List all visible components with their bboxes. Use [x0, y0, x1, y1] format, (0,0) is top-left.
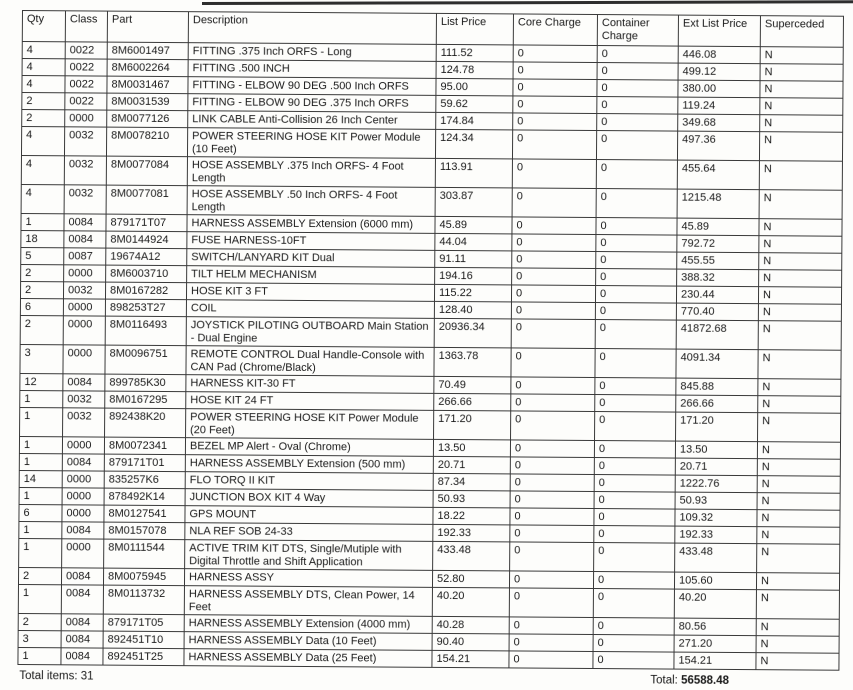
cell-ext_list_price: 4091.34	[676, 349, 758, 379]
cell-container_charge: 0	[593, 618, 674, 636]
cell-part: 8M6001497	[107, 42, 188, 60]
cell-list_price: 18.22	[433, 507, 510, 525]
cell-qty: 2	[20, 315, 63, 344]
cell-qty: 12	[20, 373, 63, 390]
cell-description: HARNESS ASSEMBLY Data (10 Feet)	[184, 632, 432, 651]
cell-part: 8M6003710	[106, 265, 187, 283]
cell-superceded: N	[758, 379, 841, 397]
cell-qty: 1	[19, 487, 62, 504]
total-items-value: 31	[80, 670, 94, 683]
cell-container_charge: 0	[595, 349, 676, 379]
cell-ext_list_price: 497.36	[677, 131, 759, 161]
cell-core_charge: 0	[509, 651, 593, 669]
cell-superceded: N	[757, 459, 840, 477]
cell-container_charge: 0	[594, 475, 675, 493]
cell-core_charge: 0	[513, 96, 597, 114]
cell-container_charge: 0	[593, 572, 674, 590]
cell-class: 0022	[65, 59, 107, 76]
cell-part: 8M0113732	[103, 585, 184, 615]
cell-description: NLA REF SOB 24-33	[185, 523, 433, 542]
cell-description: FLO TORQ II KIT	[185, 472, 433, 491]
cell-superceded: N	[759, 236, 842, 254]
cell-part: 879171T05	[103, 614, 184, 632]
cell-description: ACTIVE TRIM KIT DTS, Single/Mutiple with Digital Throttle and Shift Application	[185, 540, 433, 571]
cell-part: 879171T07	[106, 214, 187, 232]
cell-list_price: 171.20	[434, 410, 511, 440]
cell-list_price: 40.28	[432, 616, 509, 634]
cell-description: JUNCTION BOX KIT 4 Way	[185, 489, 433, 508]
cell-superceded: N	[756, 590, 839, 620]
cell-list_price: 20.71	[433, 456, 510, 474]
cell-container_charge: 0	[594, 509, 675, 527]
cell-part: 892438K20	[105, 408, 186, 438]
cell-part: 8M0072341	[104, 437, 185, 455]
cell-part: 8M0031467	[107, 76, 188, 94]
cell-core_charge: 0	[512, 268, 596, 286]
cell-description: HARNESS ASSY	[184, 569, 432, 588]
cell-qty: 2	[20, 281, 63, 298]
cell-qty: 1	[20, 407, 63, 436]
cell-qty: 2	[18, 567, 61, 584]
cell-part: 8M0096751	[105, 345, 186, 375]
cell-part: 8M0127541	[104, 505, 185, 523]
cell-ext_list_price: 792.72	[677, 235, 759, 253]
cell-qty: 4	[21, 155, 64, 184]
cell-core_charge: 0	[511, 377, 595, 395]
cell-list_price: 124.34	[435, 129, 512, 159]
cell-container_charge: 0	[595, 286, 676, 304]
cell-list_price: 433.48	[433, 541, 510, 571]
cell-description: HOSE ASSEMBLY .50 Inch ORFS- 4 Foot Length	[187, 186, 435, 217]
cell-qty: 1	[18, 584, 61, 613]
cell-class: 0022	[65, 93, 107, 110]
column-header-superceded: Superceded	[760, 16, 843, 48]
cell-class: 0000	[63, 316, 105, 345]
cell-part: 19674A12	[106, 248, 187, 266]
cell-container_charge: 0	[597, 46, 678, 64]
cell-ext_list_price: 388.32	[677, 269, 759, 287]
cell-description: SWITCH/LANYARD KIT Dual	[187, 249, 435, 268]
cell-core_charge: 0	[513, 62, 597, 80]
cell-superceded: N	[758, 396, 841, 414]
cell-ext_list_price: 192.33	[675, 526, 757, 544]
cell-class: 0000	[63, 345, 105, 374]
cell-container_charge: 0	[595, 412, 676, 442]
cell-qty: 5	[21, 247, 64, 264]
cell-superceded: N	[760, 64, 843, 82]
cell-qty: 4	[22, 76, 65, 93]
cell-container_charge: 0	[594, 526, 675, 544]
cell-list_price: 45.89	[435, 216, 512, 234]
column-header-container_charge: Container Charge	[597, 15, 678, 47]
cell-qty: 14	[19, 470, 62, 487]
cell-ext_list_price: 13.50	[675, 441, 757, 459]
cell-class: 0032	[64, 156, 106, 185]
cell-core_charge: 0	[513, 113, 597, 131]
cell-description: HARNESS ASSEMBLY Extension (6000 mm)	[187, 215, 435, 234]
cell-list_price: 128.40	[434, 301, 511, 319]
cell-container_charge: 0	[595, 395, 676, 413]
cell-core_charge: 0	[513, 45, 597, 63]
cell-list_price: 40.20	[432, 587, 509, 617]
cell-core_charge: 0	[511, 411, 595, 441]
cell-list_price: 90.40	[432, 633, 509, 651]
cell-list_price: 192.33	[433, 524, 510, 542]
totals-row	[17, 670, 838, 690]
cell-container_charge: 0	[594, 458, 675, 476]
cell-container_charge: 0	[597, 114, 678, 132]
cell-core_charge: 0	[512, 234, 596, 252]
cell-ext_list_price: 446.08	[678, 46, 760, 64]
cell-class: 0022	[65, 76, 107, 93]
cell-class: 0084	[62, 454, 104, 471]
cell-description: HARNESS ASSEMBLY Extension (4000 mm)	[184, 615, 432, 634]
cell-container_charge: 0	[594, 492, 675, 510]
cell-ext_list_price: 266.66	[676, 395, 758, 413]
cell-class: 0084	[64, 231, 106, 248]
cell-description: COIL	[186, 300, 434, 319]
cell-qty: 18	[21, 230, 64, 247]
cell-part: 8M0157078	[104, 522, 185, 540]
cell-part: 8M0078210	[106, 127, 187, 157]
cell-class: 0084	[61, 648, 103, 665]
cell-part: 898253T27	[105, 299, 186, 317]
cell-core_charge: 0	[511, 302, 595, 320]
column-header-list_price: List Price	[436, 13, 513, 45]
cell-part: 8M6002264	[107, 59, 188, 77]
cell-ext_list_price: 380.00	[678, 80, 760, 98]
cell-container_charge: 0	[593, 589, 674, 619]
cell-core_charge: 0	[512, 217, 596, 235]
cell-class: 0084	[61, 585, 103, 614]
cell-superceded: N	[758, 321, 841, 351]
cell-part: 835257K6	[104, 471, 185, 489]
cell-description: HOSE KIT 3 FT	[186, 283, 434, 302]
cell-container_charge: 0	[595, 378, 676, 396]
cell-core_charge: 0	[511, 348, 595, 378]
cell-ext_list_price: 1222.76	[675, 475, 757, 493]
cell-qty: 3	[18, 630, 61, 647]
cell-part: 8M0167295	[105, 391, 186, 409]
cell-list_price: 124.78	[436, 61, 513, 79]
cell-ext_list_price: 109.32	[675, 509, 757, 527]
cell-list_price: 111.52	[436, 44, 513, 62]
cell-description: HARNESS KIT-30 FT	[186, 375, 434, 394]
cell-list_price: 13.50	[433, 439, 510, 457]
cell-list_price: 194.16	[435, 267, 512, 285]
cell-part: 8M0075945	[103, 568, 184, 586]
cell-superceded: N	[760, 81, 843, 99]
cell-superceded: N	[759, 270, 842, 288]
cell-part: 892451T10	[103, 631, 184, 649]
cell-ext_list_price: 845.88	[676, 378, 758, 396]
cell-part: 8M0111544	[104, 539, 185, 569]
cell-container_charge: 0	[596, 160, 677, 190]
cell-qty: 1	[20, 390, 63, 407]
cell-class: 0000	[63, 299, 105, 316]
cell-class: 0000	[62, 471, 104, 488]
cell-description: HOSE ASSEMBLY .375 Inch ORFS- 4 Foot Length	[187, 157, 435, 188]
cell-class: 0032	[64, 185, 106, 214]
cell-list_price: 70.49	[434, 376, 511, 394]
cell-list_price: 174.84	[436, 112, 513, 130]
cell-container_charge: 0	[597, 80, 678, 98]
cell-list_price: 87.34	[433, 473, 510, 491]
cell-ext_list_price: 1215.48	[677, 189, 759, 219]
cell-part: 892451T25	[103, 648, 184, 666]
cell-superceded: N	[760, 98, 843, 116]
cell-core_charge: 0	[510, 508, 594, 526]
cell-ext_list_price: 499.12	[678, 63, 760, 81]
cell-class: 0084	[61, 631, 103, 648]
cell-ext_list_price: 271.20	[674, 635, 756, 653]
cell-qty: 3	[20, 344, 63, 373]
cell-class: 0084	[63, 374, 105, 391]
cell-qty: 4	[21, 127, 64, 156]
cell-list_price: 266.66	[434, 393, 511, 411]
cell-description: FITTING .375 Inch ORFS - Long	[188, 43, 436, 62]
cell-container_charge: 0	[595, 303, 676, 321]
cell-description: FUSE HARNESS-10FT	[187, 232, 435, 251]
cell-description: FITTING - ELBOW 90 DEG .375 Inch ORFS	[188, 94, 436, 113]
cell-core_charge: 0	[512, 159, 596, 189]
cell-qty: 1	[21, 213, 64, 230]
cell-superceded: N	[759, 190, 842, 220]
cell-container_charge: 0	[593, 635, 674, 653]
cell-part: 878492K14	[104, 488, 185, 506]
column-header-class: Class	[65, 11, 107, 42]
cell-ext_list_price: 455.64	[677, 160, 759, 190]
cell-core_charge: 0	[510, 457, 594, 475]
cell-qty: 2	[22, 110, 65, 127]
parts-table	[17, 10, 844, 671]
cell-core_charge: 0	[510, 542, 594, 572]
cell-superceded: N	[757, 493, 840, 511]
cell-part: 8M0144924	[106, 231, 187, 249]
cell-description: BEZEL MP Alert - Oval (Chrome)	[185, 438, 433, 457]
cell-qty: 4	[22, 42, 65, 59]
cell-ext_list_price: 20.71	[675, 458, 757, 476]
cell-class: 0084	[62, 522, 104, 539]
cell-list_price: 113.91	[435, 158, 512, 188]
cell-superceded: N	[757, 442, 840, 460]
cell-core_charge: 0	[511, 319, 595, 349]
column-header-qty: Qty	[22, 11, 65, 42]
cell-class: 0000	[62, 505, 104, 522]
cell-superceded: N	[758, 413, 841, 443]
cell-core_charge: 0	[509, 571, 593, 589]
cell-container_charge: 0	[597, 97, 678, 115]
cell-description: POWER STEERING HOSE KIT Power Module (20 Feet)	[186, 409, 434, 440]
cell-container_charge: 0	[594, 543, 675, 573]
cell-description: HARNESS ASSEMBLY DTS, Clean Power, 14 Feet	[184, 586, 432, 617]
grand-total-label: Total:	[650, 674, 678, 687]
cell-core_charge: 0	[512, 188, 596, 218]
cell-list_price: 154.21	[432, 650, 509, 668]
cell-description: HOSE KIT 24 FT	[186, 392, 434, 411]
cell-superceded: N	[759, 219, 842, 237]
cell-description: POWER STEERING HOSE KIT Power Module (10 Feet)	[187, 128, 435, 159]
cell-ext_list_price: 349.68	[678, 114, 760, 132]
cell-ext_list_price: 50.93	[675, 492, 757, 510]
column-header-part: Part	[107, 11, 188, 43]
cell-qty: 6	[19, 504, 62, 521]
cell-class: 0032	[64, 127, 106, 156]
cell-superceded: N	[759, 161, 842, 191]
cell-container_charge: 0	[593, 652, 674, 670]
column-header-core_charge: Core Charge	[513, 14, 597, 46]
cell-list_price: 95.00	[436, 78, 513, 96]
cell-part: 8M0077126	[107, 110, 188, 128]
cell-ext_list_price: 230.44	[676, 286, 758, 304]
cell-part: 8M0077081	[106, 185, 187, 215]
cell-core_charge: 0	[510, 491, 594, 509]
cell-superceded: N	[760, 115, 843, 133]
cell-class: 0000	[62, 539, 104, 568]
cell-description: GPS MOUNT	[185, 506, 433, 525]
scanned-parts-document	[17, 10, 843, 690]
cell-core_charge: 0	[513, 79, 597, 97]
cell-description: JOYSTICK PILOTING OUTBOARD Main Station - Dual Engine	[186, 317, 434, 348]
cell-core_charge: 0	[509, 617, 593, 635]
cell-ext_list_price: 154.21	[674, 652, 756, 670]
cell-list_price: 91.11	[435, 250, 512, 268]
cell-ext_list_price: 45.89	[677, 218, 759, 236]
cell-class: 0032	[63, 408, 105, 437]
cell-qty: 1	[19, 521, 62, 538]
cell-description: REMOTE CONTROL Dual Handle-Console with CAN Pad (Chrome/Black)	[186, 346, 434, 377]
cell-qty: 1	[18, 647, 61, 664]
cell-class: 0000	[62, 488, 104, 505]
parts-table-body	[18, 42, 843, 671]
cell-core_charge: 0	[511, 285, 595, 303]
cell-superceded: N	[756, 653, 839, 671]
cell-qty: 2	[21, 264, 64, 281]
cell-superceded: N	[759, 253, 842, 271]
cell-part: 8M0077084	[106, 156, 187, 186]
cell-qty: 6	[20, 298, 63, 315]
cell-part: 899785K30	[105, 374, 186, 392]
cell-qty: 1	[19, 538, 62, 567]
cell-superceded: N	[758, 287, 841, 305]
cell-description: FITTING - ELBOW 90 DEG .500 Inch ORFS	[188, 77, 436, 96]
cell-list_price: 1363.78	[434, 347, 511, 377]
cell-part: 8M0031539	[107, 93, 188, 111]
cell-superceded: N	[757, 510, 840, 528]
cell-core_charge: 0	[510, 474, 594, 492]
cell-container_charge: 0	[596, 252, 677, 270]
cell-core_charge: 0	[510, 525, 594, 543]
cell-container_charge: 0	[596, 235, 677, 253]
cell-core_charge: 0	[512, 251, 596, 269]
cell-ext_list_price: 455.55	[677, 252, 759, 270]
cell-container_charge: 0	[596, 131, 677, 161]
cell-container_charge: 0	[596, 218, 677, 236]
scan-edge-artifact-line	[202, 0, 853, 4]
cell-superceded: N	[757, 476, 840, 494]
cell-container_charge: 0	[594, 441, 675, 459]
cell-part: 8M0167282	[105, 282, 186, 300]
cell-qty: 2	[22, 93, 65, 110]
cell-qty: 4	[22, 59, 65, 76]
cell-core_charge: 0	[510, 440, 594, 458]
cell-class: 0084	[61, 568, 103, 585]
cell-class: 0022	[65, 42, 107, 59]
cell-class: 0084	[64, 214, 106, 231]
cell-ext_list_price: 770.40	[676, 303, 758, 321]
cell-superceded: N	[758, 350, 841, 380]
cell-core_charge: 0	[509, 588, 593, 618]
cell-superceded: N	[758, 304, 841, 322]
cell-core_charge: 0	[509, 634, 593, 652]
cell-class: 0032	[63, 391, 105, 408]
total-items-label: Total items:	[19, 669, 78, 683]
cell-superceded: N	[757, 527, 840, 545]
column-header-description: Description	[188, 12, 436, 45]
cell-class: 0000	[64, 265, 106, 282]
cell-part: 879171T01	[104, 454, 185, 472]
cell-ext_list_price: 105.60	[674, 572, 756, 590]
cell-description: FITTING .500 INCH	[188, 60, 436, 79]
cell-container_charge: 0	[597, 63, 678, 81]
cell-ext_list_price: 80.56	[674, 618, 756, 636]
cell-ext_list_price: 171.20	[676, 412, 758, 442]
cell-superceded: N	[756, 636, 839, 654]
cell-list_price: 59.62	[436, 95, 513, 113]
cell-list_price: 115.22	[434, 284, 511, 302]
cell-list_price: 20936.34	[434, 318, 511, 348]
cell-list_price: 50.93	[433, 490, 510, 508]
cell-list_price: 44.04	[435, 233, 512, 251]
cell-class: 0000	[62, 437, 104, 454]
cell-ext_list_price: 41872.68	[676, 320, 758, 350]
cell-superceded: N	[757, 544, 840, 574]
cell-description: HARNESS ASSEMBLY Extension (500 mm)	[185, 455, 433, 474]
cell-description: TILT HELM MECHANISM	[187, 266, 435, 285]
grand-total-value: 56588.48	[680, 674, 730, 687]
cell-core_charge: 0	[512, 130, 596, 160]
cell-ext_list_price: 119.24	[678, 97, 760, 115]
cell-class: 0087	[64, 248, 106, 265]
cell-part: 8M0116493	[105, 316, 186, 346]
cell-qty: 4	[21, 184, 64, 213]
cell-ext_list_price: 433.48	[675, 543, 757, 573]
cell-class: 0000	[65, 110, 107, 127]
cell-superceded: N	[756, 573, 839, 591]
cell-description: HARNESS ASSEMBLY Data (25 Feet)	[184, 649, 432, 668]
cell-list_price: 52.80	[432, 570, 509, 588]
cell-container_charge: 0	[596, 269, 677, 287]
cell-superceded: N	[759, 132, 842, 162]
cell-core_charge: 0	[511, 394, 595, 412]
cell-superceded: N	[756, 619, 839, 637]
cell-class: 0032	[63, 282, 105, 299]
total-items	[19, 670, 93, 683]
cell-ext_list_price: 40.20	[674, 589, 756, 619]
grand-total	[650, 674, 729, 687]
cell-class: 0084	[61, 614, 103, 631]
cell-description: LINK CABLE Anti-Collision 26 Inch Center	[188, 111, 436, 130]
cell-qty: 2	[18, 613, 61, 630]
cell-qty: 1	[19, 436, 62, 453]
cell-list_price: 303.87	[435, 187, 512, 217]
cell-qty: 1	[19, 453, 62, 470]
column-header-ext_list_price: Ext List Price	[678, 15, 760, 47]
cell-superceded: N	[760, 47, 843, 65]
cell-container_charge: 0	[595, 320, 676, 350]
cell-container_charge: 0	[596, 189, 677, 219]
